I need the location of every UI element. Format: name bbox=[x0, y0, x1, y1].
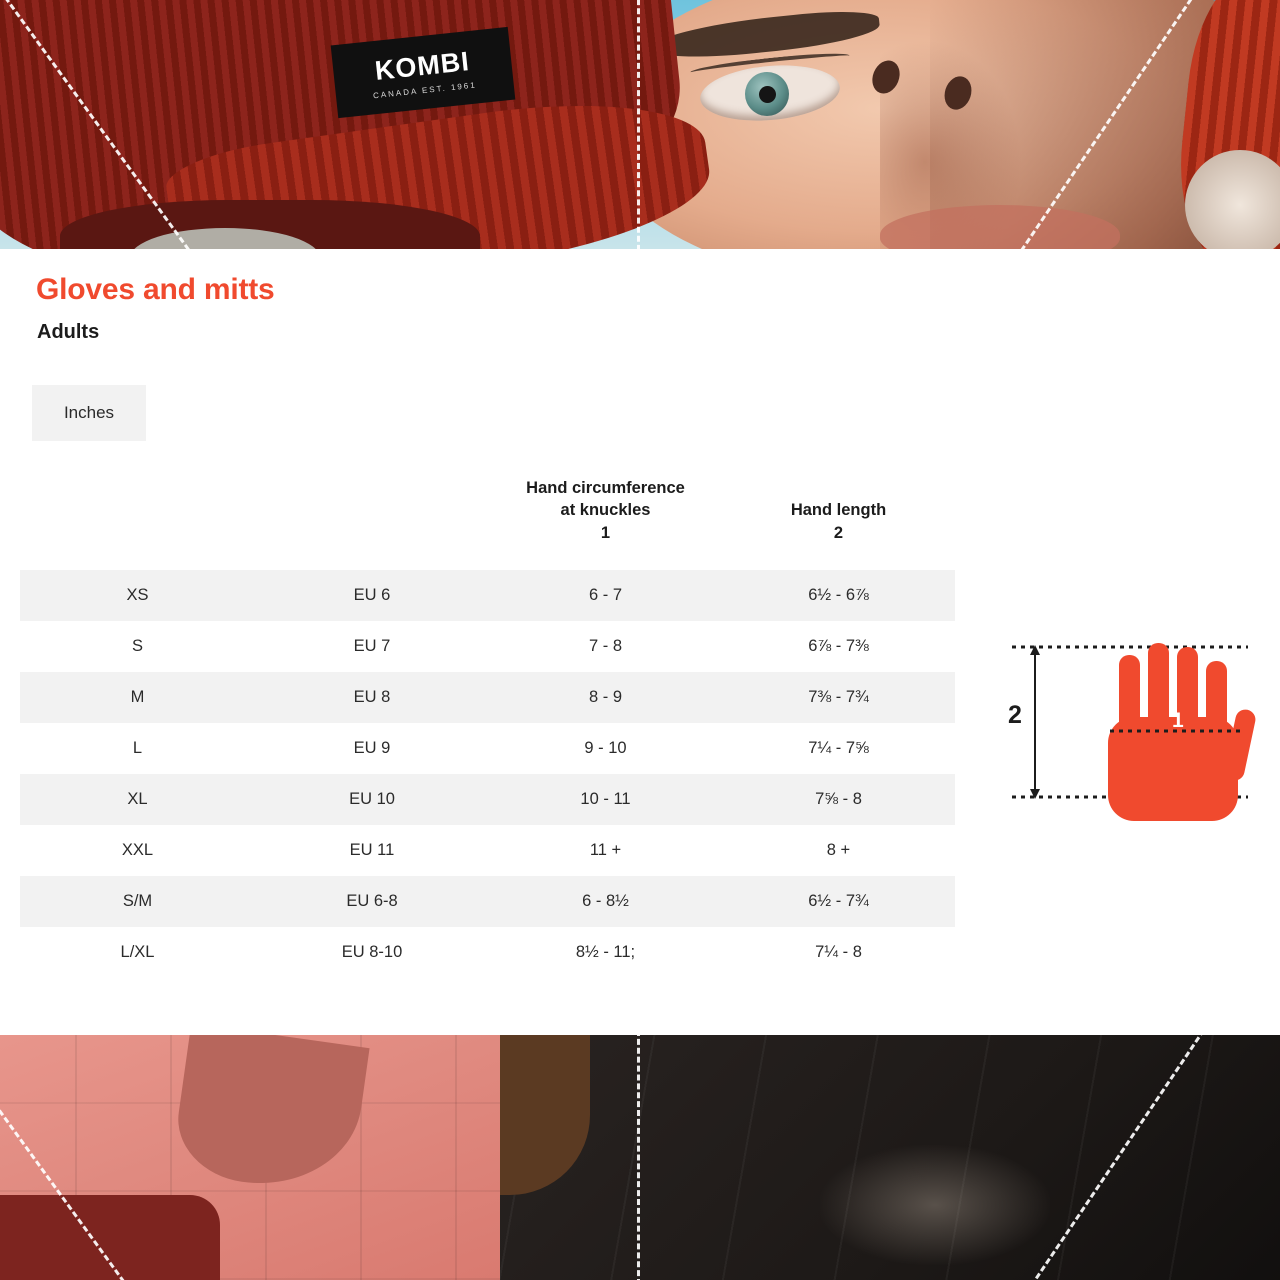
column-header-length-note: 2 bbox=[833, 523, 844, 542]
cell-eu: EU 6-8 bbox=[255, 876, 489, 927]
cell-length: 7¼ - 7⅝ bbox=[808, 738, 869, 757]
kombi-tagline: CANADA EST. 1961 bbox=[372, 79, 478, 100]
table-row bbox=[20, 672, 955, 723]
cell-size: L/XL bbox=[120, 942, 155, 961]
kombi-wordmark: KOMBI bbox=[373, 45, 472, 86]
unit-tab-inches[interactable] bbox=[32, 385, 146, 441]
table-body bbox=[20, 570, 955, 978]
cell-eu: EU 10 bbox=[255, 774, 489, 825]
column-header-length-line1: Hand length bbox=[790, 501, 887, 520]
table-header bbox=[20, 477, 955, 570]
cell-circumference: 9 - 10 bbox=[584, 738, 627, 757]
top-photo-banner bbox=[0, 0, 1280, 249]
cell-eu: EU 8-10 bbox=[341, 942, 403, 961]
page-subtitle: Adults bbox=[37, 321, 100, 343]
cell-size: XL bbox=[20, 774, 255, 825]
column-header-circumference bbox=[489, 477, 722, 570]
cell-size: XS bbox=[20, 570, 255, 621]
cell-length: 6½ - 7¾ bbox=[722, 876, 955, 927]
hand-diagram-svg bbox=[1000, 639, 1270, 839]
column-header-circumference-line2: at knuckles bbox=[560, 501, 651, 520]
cell-eu: EU 9 bbox=[353, 738, 391, 757]
table-row bbox=[20, 876, 955, 927]
cell-eu: EU 7 bbox=[353, 636, 391, 655]
cell-size: S bbox=[131, 636, 143, 655]
cell-size: S/M bbox=[20, 876, 255, 927]
measure-label-length: 2 bbox=[1008, 701, 1022, 729]
unit-tab-label: Inches bbox=[63, 403, 115, 422]
cell-size: M bbox=[20, 672, 255, 723]
cell-circumference: 8½ - 11; bbox=[575, 942, 636, 961]
cell-circumference: 8 - 9 bbox=[489, 672, 722, 723]
cell-length: 8 + bbox=[826, 840, 851, 859]
cell-length: 7¼ - 8 bbox=[815, 942, 862, 961]
cell-eu: EU 11 bbox=[349, 840, 395, 859]
column-header-circumference-line1: Hand circumference bbox=[526, 479, 685, 497]
table-row bbox=[20, 927, 955, 978]
cell-length: 7⅝ - 8 bbox=[722, 774, 955, 825]
hand-measurement-diagram bbox=[1000, 639, 1270, 839]
table-header-row bbox=[20, 477, 955, 570]
table-row bbox=[20, 723, 955, 774]
cell-circumference: 10 - 11 bbox=[489, 774, 722, 825]
table-row bbox=[20, 825, 955, 876]
cell-circumference: 7 - 8 bbox=[588, 636, 623, 655]
table-row bbox=[20, 570, 955, 621]
cell-eu: EU 6 bbox=[255, 570, 489, 621]
cell-circumference: 11 + bbox=[589, 840, 622, 859]
page-title: Gloves and mitts bbox=[36, 273, 275, 306]
cell-circumference: 6 - 8½ bbox=[489, 876, 722, 927]
column-header-length bbox=[722, 477, 955, 570]
maroon-fleece bbox=[0, 1195, 220, 1280]
column-header-size bbox=[20, 477, 255, 570]
cell-eu: EU 8 bbox=[255, 672, 489, 723]
size-chart-table bbox=[20, 477, 955, 978]
pupil bbox=[759, 86, 776, 103]
size-chart-content bbox=[0, 249, 1280, 1035]
table-row bbox=[20, 774, 955, 825]
column-header-circumference-note: 1 bbox=[600, 523, 611, 542]
cell-length: 6½ - 6⅞ bbox=[722, 570, 955, 621]
bottom-photo-banner bbox=[0, 1035, 1280, 1280]
column-header-eu bbox=[255, 477, 489, 570]
jacket-highlight bbox=[820, 1145, 1050, 1265]
cell-length: 6⅞ - 7⅜ bbox=[808, 636, 869, 655]
cell-circumference: 6 - 7 bbox=[489, 570, 722, 621]
cell-length: 7⅜ - 7¾ bbox=[722, 672, 955, 723]
cell-size: XXL bbox=[121, 840, 154, 859]
measure-label-circumference: 1 bbox=[1172, 709, 1184, 732]
table-row bbox=[20, 621, 955, 672]
cell-size: L bbox=[132, 738, 143, 757]
